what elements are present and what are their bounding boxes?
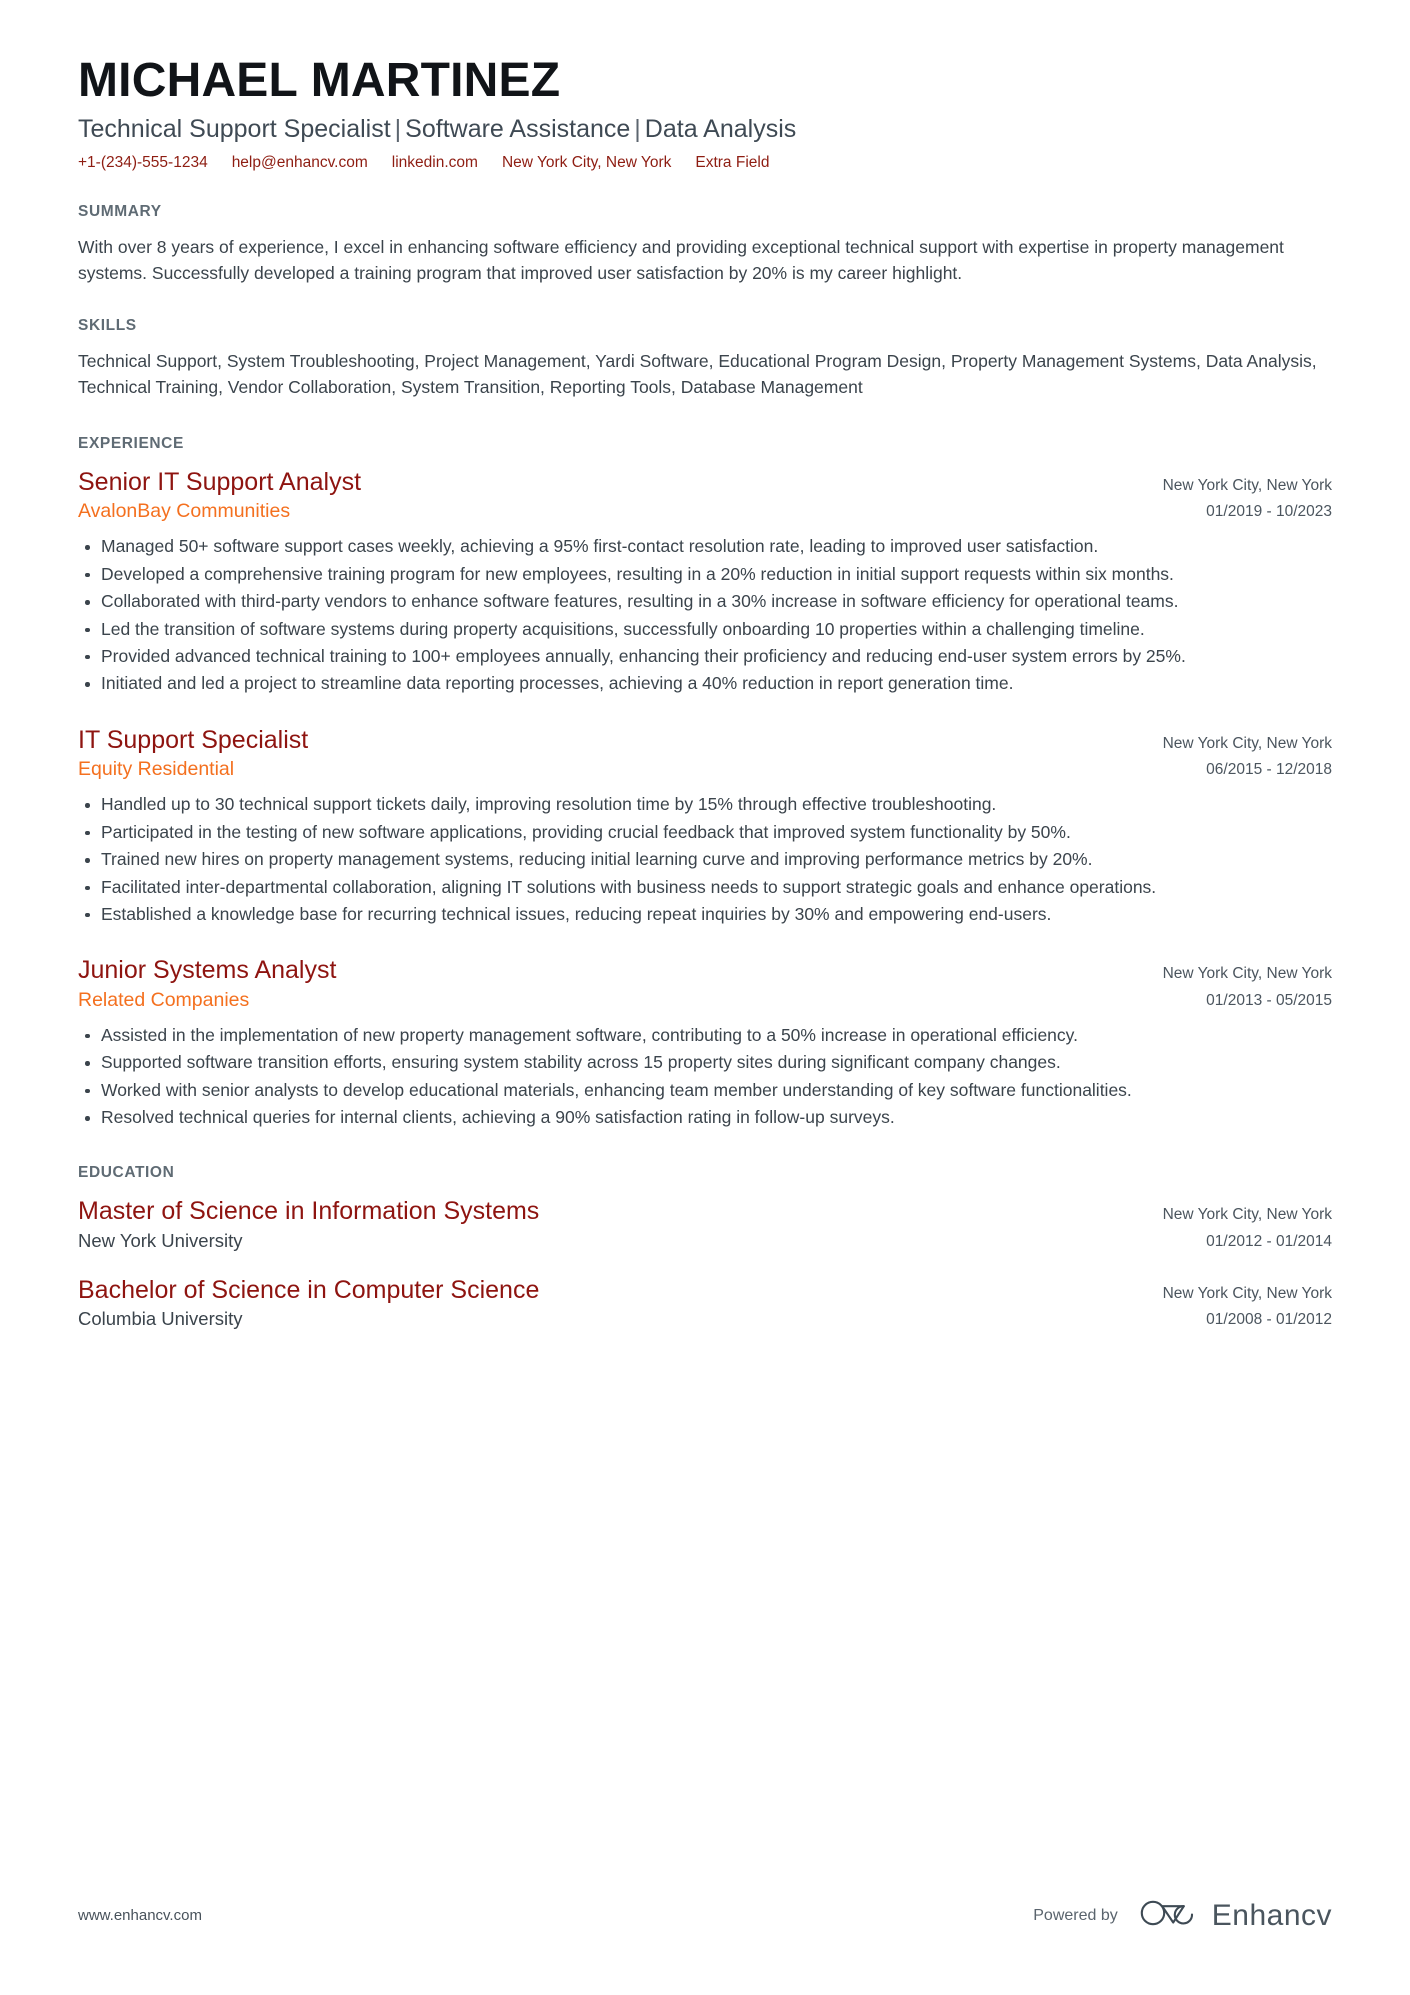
headline-part-2: Data Analysis bbox=[644, 114, 797, 143]
section-summary bbox=[78, 203, 1332, 287]
experience-entry-right bbox=[1163, 725, 1332, 784]
company-name: AvalonBay Communities bbox=[78, 500, 291, 522]
summary-text: With over 8 years of experience, I excel in enhancing software efficiency and providing exceptional technical support with expertise in property management systems. Successfully developed a training program that improved user satisfaction by 20% is my career highlight. bbox=[78, 237, 1284, 284]
job-title: IT Support Specialist bbox=[78, 725, 309, 754]
school-location: New York City, New York bbox=[1162, 1206, 1332, 1224]
job-bullet: Managed 50+ software support cases weekly, achieving a 95% first-contact resolution rate, leading to improved user satisfaction. bbox=[78, 534, 1332, 559]
experience-entry-right bbox=[1163, 955, 1332, 1014]
school-dates: 01/2008 - 01/2012 bbox=[1206, 1311, 1332, 1329]
section-experience bbox=[78, 435, 1332, 1131]
section-title-experience: EXPERIENCE bbox=[78, 434, 184, 452]
headline-part-0: Technical Support Specialist bbox=[78, 114, 391, 143]
experience-entry-head bbox=[78, 467, 1332, 526]
degree-title: Bachelor of Science in Computer Science bbox=[78, 1276, 540, 1305]
section-title-skills: SKILLS bbox=[78, 316, 137, 334]
contact-location: New York City, New York bbox=[501, 154, 672, 172]
job-bullet: Assisted in the implementation of new property management software, contributing to a 50% increase in operational efficiency. bbox=[78, 1023, 1332, 1048]
education-entry bbox=[78, 1275, 1332, 1334]
experience-entry bbox=[78, 467, 1332, 697]
degree-title: Master of Science in Information Systems bbox=[78, 1197, 540, 1226]
resume-header bbox=[78, 55, 1332, 173]
school-name: Columbia University bbox=[78, 1308, 243, 1330]
section-title-education: EDUCATION bbox=[78, 1164, 175, 1182]
school-dates: 01/2012 - 01/2014 bbox=[1206, 1232, 1332, 1250]
job-bullet: Resolved technical queries for internal clients, achieving a 90% satisfaction rating in follow-up surveys. bbox=[78, 1105, 1332, 1130]
job-bullet: Led the transition of software systems during property acquisitions, successfully onboarding 10 properties within a challenging timeline. bbox=[78, 617, 1332, 642]
job-bullets bbox=[78, 792, 1332, 927]
job-bullet: Facilitated inter-departmental collaboration, aligning IT solutions with business needs to support strategic goals and enhance operations. bbox=[78, 875, 1332, 900]
education-entry bbox=[78, 1196, 1332, 1255]
company-name: Related Companies bbox=[78, 988, 250, 1011]
education-entry-right bbox=[1163, 1275, 1332, 1334]
job-bullet: Supported software transition efforts, ensuring system stability across 15 property sites during significant company changes. bbox=[78, 1050, 1332, 1075]
school-name: New York University bbox=[78, 1229, 243, 1251]
contact-email[interactable]: help@enhancv.com bbox=[231, 154, 368, 172]
contact-row bbox=[78, 153, 1332, 173]
company-name: Equity Residential bbox=[78, 757, 235, 780]
job-dates: 01/2019 - 10/2023 bbox=[1206, 503, 1332, 521]
job-bullets bbox=[78, 1023, 1332, 1131]
job-bullet: Trained new hires on property management systems, reducing initial learning curve and improving performance metrics by 20%. bbox=[78, 847, 1332, 872]
job-dates: 01/2013 - 05/2015 bbox=[1206, 991, 1332, 1009]
skills-text: Technical Support, System Troubleshooting, Project Management, Yardi Software, Educational Program Design, Property Management Systems, Data Analysis, Technical Training, Vendor Collaboration, System Transition, Reporting Tools, Database Management bbox=[78, 350, 1317, 397]
section-education bbox=[78, 1164, 1332, 1333]
experience-entry-left bbox=[78, 725, 1139, 783]
experience-entry-left bbox=[78, 467, 1139, 525]
powered-by-label: Powered by bbox=[1033, 1906, 1118, 1924]
contact-extra-field: Extra Field bbox=[695, 154, 770, 172]
job-bullet: Handled up to 30 technical support tickets daily, improving resolution time by 15% through effective troubleshooting. bbox=[78, 792, 1332, 817]
headline-part-1: Software Assistance bbox=[405, 114, 631, 143]
job-bullet: Established a knowledge base for recurring technical issues, reducing repeat inquiries by 30% and empowering end-users. bbox=[78, 902, 1332, 927]
job-location: New York City, New York bbox=[1162, 965, 1332, 983]
education-entry-head bbox=[78, 1275, 1332, 1334]
experience-entry-right bbox=[1163, 467, 1332, 526]
headline-separator: | bbox=[394, 114, 402, 143]
section-title-summary: SUMMARY bbox=[78, 203, 162, 221]
job-title: Junior Systems Analyst bbox=[78, 956, 337, 985]
education-entry-right bbox=[1163, 1196, 1332, 1255]
contact-linkedin[interactable]: linkedin.com bbox=[391, 154, 478, 172]
footer-website-url[interactable]: www.enhancv.com bbox=[78, 1907, 202, 1924]
candidate-name: MICHAEL MARTINEZ bbox=[78, 54, 561, 107]
education-entry-left bbox=[78, 1275, 1139, 1331]
candidate-headline bbox=[78, 114, 1332, 145]
experience-entry-head bbox=[78, 725, 1332, 784]
resume-footer bbox=[78, 1898, 1332, 1933]
enhancv-infinity-icon bbox=[1140, 1898, 1198, 1933]
job-dates: 06/2015 - 12/2018 bbox=[1206, 761, 1332, 779]
school-location: New York City, New York bbox=[1162, 1285, 1332, 1303]
job-bullet: Provided advanced technical training to 100+ employees annually, enhancing their proficiency and reducing end-user system errors by 25%. bbox=[78, 644, 1332, 669]
footer-branding bbox=[1033, 1898, 1332, 1933]
job-bullet: Developed a comprehensive training program for new employees, resulting in a 20% reduction in initial support requests within six months. bbox=[78, 562, 1332, 587]
job-location: New York City, New York bbox=[1162, 734, 1332, 752]
experience-entry-left bbox=[78, 955, 1139, 1013]
job-title: Senior IT Support Analyst bbox=[78, 467, 362, 496]
job-bullet: Initiated and led a project to streamline data reporting processes, achieving a 40% reduction in report generation time. bbox=[78, 671, 1332, 696]
job-bullet: Participated in the testing of new software applications, providing crucial feedback that improved system functionality by 50%. bbox=[78, 820, 1332, 845]
job-bullets bbox=[78, 534, 1332, 696]
contact-phone[interactable]: +1-(234)-555-1234 bbox=[78, 154, 208, 172]
enhancv-brand-name: Enhancv bbox=[1211, 1898, 1332, 1932]
education-entry-head bbox=[78, 1196, 1332, 1255]
job-bullet: Worked with senior analysts to develop educational materials, enhancing team member understanding of key software functionalities. bbox=[78, 1078, 1332, 1103]
experience-entry bbox=[78, 725, 1332, 928]
section-skills bbox=[78, 317, 1332, 401]
experience-entry-head bbox=[78, 955, 1332, 1014]
experience-entry bbox=[78, 955, 1332, 1130]
education-entry-left bbox=[78, 1196, 1139, 1252]
headline-separator: | bbox=[634, 114, 641, 143]
enhancv-brand bbox=[1140, 1898, 1332, 1933]
job-location: New York City, New York bbox=[1162, 476, 1332, 494]
job-bullet: Collaborated with third-party vendors to enhance software features, resulting in a 30% increase in software efficiency for operational teams. bbox=[78, 589, 1332, 614]
